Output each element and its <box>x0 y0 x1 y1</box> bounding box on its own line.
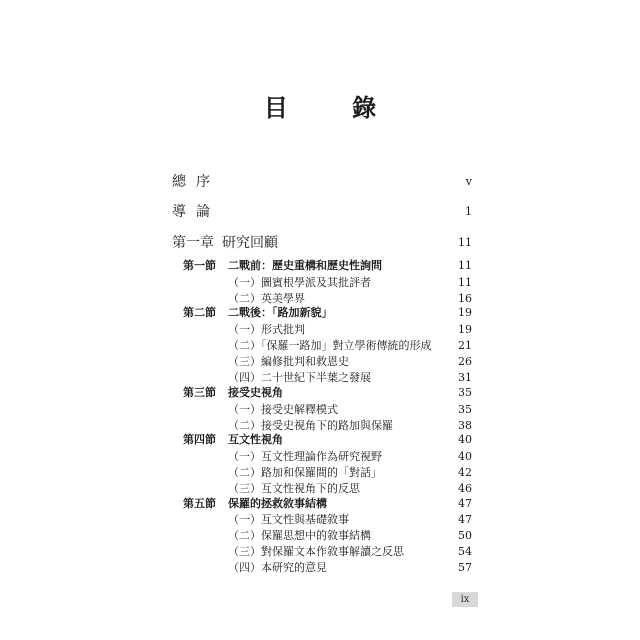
section-title: 二戰前：歷史重構和歷史性詢問 <box>228 259 382 272</box>
toc-entry-preface[interactable] <box>0 172 640 192</box>
subsection-title: （四）本研究的意見 <box>228 561 327 574</box>
toc-page-number: 19 <box>458 306 472 319</box>
toc-page-number: 47 <box>458 497 472 510</box>
toc-entry-label: 總序 <box>172 174 220 190</box>
section-number: 第一節 <box>183 259 216 272</box>
subsection-title: （三）編修批判和救恩史 <box>228 355 349 368</box>
toc-page-number: 26 <box>458 355 472 368</box>
toc-page-number: 11 <box>458 276 472 289</box>
section-number: 第三節 <box>183 386 216 399</box>
subsection-title: （二）路加和保羅間的「對話」 <box>228 466 382 479</box>
subsection-title: （二）「保羅一路加」對立學術傳統的形成 <box>228 339 432 352</box>
toc-page-number: 40 <box>458 450 472 463</box>
subsection-title: （一）互文性與基礎敘事 <box>228 513 349 526</box>
section-number: 第五節 <box>183 497 216 510</box>
subsection-title: （二）接受史視角下的路加與保羅 <box>228 419 393 432</box>
subsection-title: （一）形式批判 <box>228 323 305 336</box>
subsection-title: （一）互文性理論作為研究視野 <box>228 450 382 463</box>
subsection-title: （一）圖賓根學派及其批評者 <box>228 276 371 289</box>
subsection-title: （二）英美學界 <box>228 292 305 305</box>
toc-page-number: 46 <box>458 482 472 495</box>
toc-entry-label: 導論 <box>172 204 220 220</box>
chapter-number: 第一章 <box>172 235 214 251</box>
page-folio: ix <box>452 592 478 607</box>
subsection-title: （三）對保羅文本作敘事解讀之反思 <box>228 545 404 558</box>
toc-chapter-1[interactable] <box>0 233 640 253</box>
toc-page-number: 57 <box>458 561 472 574</box>
toc-page-number: v <box>465 175 472 188</box>
toc-page-number: 50 <box>458 529 472 542</box>
toc-page-number: 35 <box>458 386 472 399</box>
chapter-title: 研究回顧 <box>222 235 278 251</box>
toc-subsection[interactable] <box>0 558 640 578</box>
toc-page-number: 42 <box>458 466 472 479</box>
section-title: 二戰後：「路加新貌」 <box>228 306 333 319</box>
subsection-title: （四）二十世紀下半葉之發展 <box>228 371 371 384</box>
toc-page-number: 1 <box>465 205 472 218</box>
section-title: 接受史視角 <box>228 386 283 399</box>
toc-page-number: 40 <box>458 433 472 446</box>
subsection-title: （三）互文性視角下的反思 <box>228 482 360 495</box>
toc-page-number: 47 <box>458 513 472 526</box>
toc-page-number: 54 <box>458 545 472 558</box>
toc-page-number: 38 <box>458 419 472 432</box>
toc-page-number: 19 <box>458 323 472 336</box>
toc-entry-introduction[interactable] <box>0 202 640 222</box>
toc-page-number: 35 <box>458 403 472 416</box>
toc-page-number: 16 <box>458 292 472 305</box>
toc-page-number: 11 <box>458 259 472 272</box>
toc-page-number: 21 <box>458 339 472 352</box>
section-number: 第二節 <box>183 306 216 319</box>
subsection-title: （二）保羅思想中的敘事結構 <box>228 529 371 542</box>
section-number: 第四節 <box>183 433 216 446</box>
section-title: 互文性視角 <box>228 433 283 446</box>
subsection-title: （一）接受史解釋模式 <box>228 403 338 416</box>
toc-page-number: 31 <box>458 371 472 384</box>
toc-page-number: 11 <box>458 236 472 249</box>
section-title: 保羅的拯救敘事結構 <box>228 497 327 510</box>
page-title: 目 錄 <box>263 93 405 122</box>
